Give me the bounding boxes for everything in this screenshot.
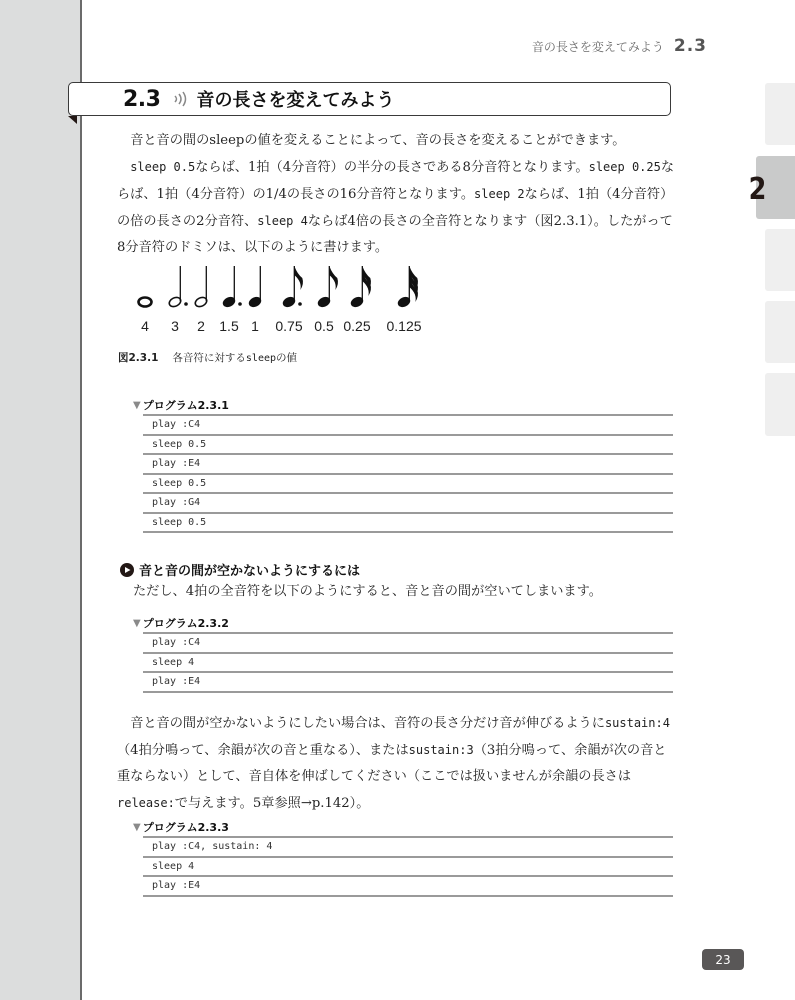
code-line: play :C4 — [143, 634, 673, 654]
intro-text — [117, 128, 677, 261]
chapter-tab[interactable] — [765, 301, 795, 363]
code-line: play :E4 — [143, 877, 673, 897]
figure-id: 図2.3.1 — [118, 352, 159, 364]
note-values-figure — [128, 262, 428, 342]
intro-paragraph-2 — [117, 154, 677, 261]
caption-text-pre: 各音符に対する — [172, 352, 246, 364]
text-run: ならば、1拍（4分音符）の半分の長さである8分音符となります。 — [195, 160, 589, 175]
whole-note-icon — [139, 298, 152, 307]
text-run: で与えます。5章参照→p.142）。 — [174, 796, 370, 811]
text-run: ならば、1拍（4分音符）の倍の長さの2分音符、 — [117, 187, 674, 229]
code-line: sleep 0.5 — [143, 475, 673, 495]
triangle-down-icon: ▼ — [133, 821, 141, 833]
program-title: プログラム2.3.1 — [142, 399, 229, 412]
code-line: play :E4 — [143, 455, 673, 475]
code-line: play :C4 — [143, 416, 673, 436]
quarter-note-icon — [248, 266, 262, 308]
sound-waves-icon — [172, 91, 190, 107]
code-block — [143, 632, 673, 693]
program-2-3-2 — [133, 614, 673, 693]
corner-decoration — [68, 116, 77, 124]
code-line: play :E4 — [143, 673, 673, 693]
code-line: sleep 4 — [143, 858, 673, 878]
chapter-number: 2 — [748, 172, 767, 207]
note-value-label: 3 — [171, 318, 179, 334]
chapter-tab[interactable] — [765, 373, 795, 436]
program-2-3-3 — [133, 818, 673, 897]
inline-code: release: — [117, 796, 175, 810]
triangle-down-icon: ▼ — [133, 399, 141, 411]
subsection-text-1 — [133, 579, 678, 605]
intro-paragraph-1: 音と音の間のsleepの値を変えることによって、音の長さを変えることができます。 — [130, 133, 626, 148]
code-block — [143, 414, 673, 533]
text-run: 音と音の間が空かないようにしたい場合は、音符の長さ分だけ音が伸びるように — [130, 716, 605, 731]
thirty-second-note-icon — [397, 266, 418, 308]
subsection-text-2 — [117, 710, 677, 817]
subsection-title: 音と音の間が空かないようにするには — [139, 564, 361, 579]
code-line: sleep 0.5 — [143, 514, 673, 534]
program-header — [133, 396, 673, 414]
chapter-tab[interactable] — [765, 83, 795, 145]
note-value-label: 0.25 — [343, 318, 371, 334]
note-value-label: 1 — [251, 318, 259, 334]
eighth-note-icon — [317, 266, 338, 308]
text-run: ならば、1拍（4分音符）の1/4の長さの16分音符となります。 — [117, 160, 675, 202]
text-run: （4拍分鳴って、余韻が次の音と重なる）、または — [117, 743, 409, 758]
dotted-half-note-icon — [168, 266, 188, 308]
left-margin — [0, 0, 82, 1000]
text-run: ならば4倍の長さの全音符となります（図2.3.1）。したがって8分音符のドミソは、以下のように書けます。 — [117, 214, 673, 255]
section-number: 2.3 — [123, 86, 161, 112]
code-block — [143, 836, 673, 897]
note-value-label: 1.5 — [219, 318, 239, 334]
code-line: play :G4 — [143, 494, 673, 514]
sub-paragraph-1: ただし、4拍の全音符を以下のようにすると、音と音の間が空いてしまいます。 — [133, 584, 602, 599]
dotted-quarter-note-icon — [222, 266, 242, 308]
section-title: 音の長さを変えてみよう — [196, 90, 395, 111]
code-line: sleep 4 — [143, 654, 673, 674]
program-title: プログラム2.3.3 — [142, 821, 229, 834]
program-title: プログラム2.3.2 — [142, 617, 229, 630]
sub-paragraph-2 — [117, 710, 677, 817]
dotted-eighth-note-icon — [282, 266, 303, 308]
inline-code: sleep 2 — [474, 187, 525, 201]
inline-code: sleep 4 — [257, 214, 308, 228]
note-value-label: 4 — [141, 318, 149, 334]
running-head-title: 音の長さを変えてみよう — [531, 40, 664, 54]
section-heading — [68, 82, 671, 116]
inline-code: sustain:3 — [408, 743, 474, 757]
chapter-tab[interactable] — [765, 229, 795, 291]
program-header — [133, 818, 673, 836]
code-line: sleep 0.5 — [143, 436, 673, 456]
note-value-label: 0.5 — [314, 318, 334, 334]
inline-code: sleep 0.5 — [130, 160, 196, 174]
play-circle-icon — [120, 563, 134, 577]
caption-code: sleep — [245, 353, 277, 364]
sixteenth-note-icon — [350, 266, 371, 308]
program-2-3-1 — [133, 396, 673, 533]
page-number: 23 — [702, 949, 744, 970]
note-value-label: 0.75 — [275, 318, 303, 334]
note-value-label: 0.125 — [386, 318, 422, 334]
caption-text-post: の値 — [276, 352, 298, 364]
half-note-icon — [194, 266, 208, 308]
figure-caption — [118, 350, 297, 365]
running-head — [532, 36, 707, 56]
inline-code: sustain:4 — [604, 716, 670, 730]
program-header — [133, 614, 673, 632]
code-line: play :C4, sustain: 4 — [143, 838, 673, 858]
text-run: （3拍分鳴って、余韻が次の音と重ならない）として、音自体を伸ばしてください（ここでは扱いませんが余韻の長さは — [117, 743, 667, 784]
inline-code: sleep 0.25 — [588, 160, 661, 174]
triangle-down-icon: ▼ — [133, 617, 141, 629]
notes-svg — [128, 262, 428, 314]
note-value-label: 2 — [197, 318, 205, 334]
subsection-heading — [120, 560, 360, 579]
running-head-section: 2.3 — [673, 36, 707, 56]
